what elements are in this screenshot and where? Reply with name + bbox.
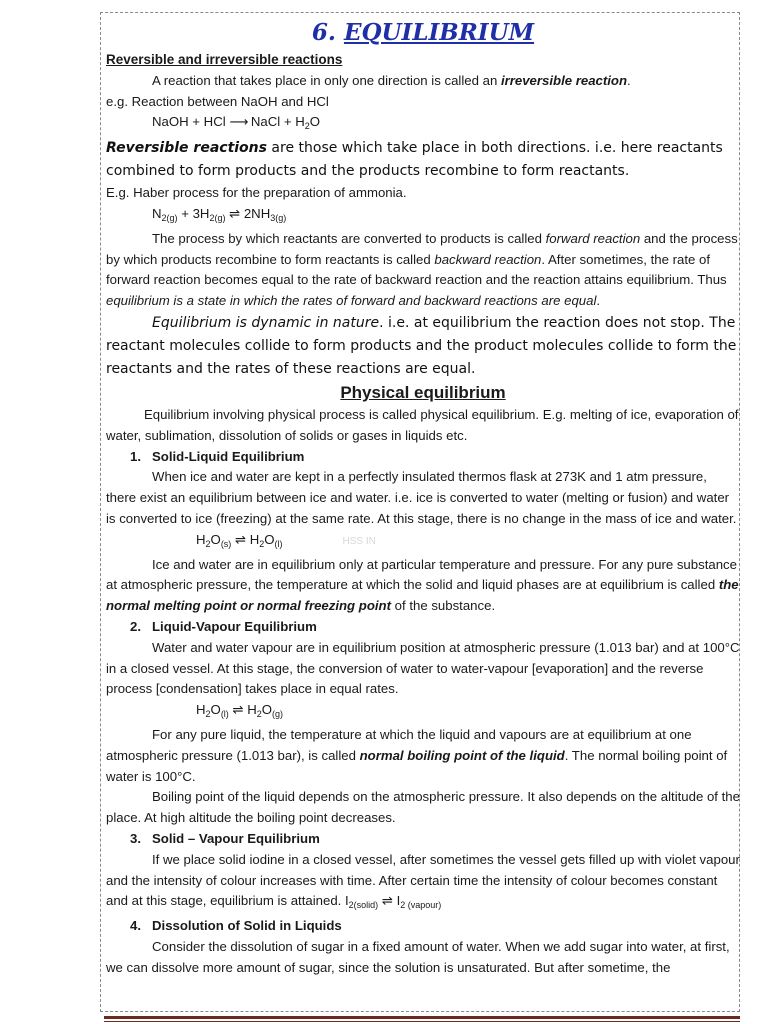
- irreversible-definition: A reaction that takes place in only one direction is called an irreversible reaction.: [152, 72, 631, 88]
- section-heading-reversible: Reversible and irreversible reactions: [106, 52, 343, 67]
- chapter-title: [106, 18, 740, 48]
- liquid-vapour-paragraph: Water and water vapour are in equilibrium position at atmospheric pressure (1.013 bar) and at 100°C in a closed vessel. At this stage, the conversion of water to water-vapour [evaporation] and the reverse process [condensation] takes place in equal rates.: [106, 639, 740, 697]
- melting-point-paragraph: Ice and water are in equilibrium only at particular temperature and pressure. For any pure substance at atmospheric pressure, the temperature at which the solid and liquid phases are at equilibrium is called the normal melting point or normal freezing point of the substance.: [106, 556, 739, 614]
- solid-liquid-paragraph: When ice and water are kept in a perfectly insulated thermos flask at 273K and 1 atm pressure, there exist an equilibrium between ice and water. i.e. ice is converted to water (melting or fusion) and water is converted to ice (freezing) at the same rate. At this stage, there is no change in the mass of ice and water.: [106, 469, 737, 526]
- item-solid-vapour-heading: 3. Solid – Vapour Equilibrium: [130, 830, 320, 846]
- physical-equilibrium-intro: Equilibrium involving physical process is called physical equilibrium. E.g. melting of ice, evaporation of water, sublimation, dissolution of solids or gases in liquids etc.: [106, 406, 739, 443]
- dissolution-paragraph: Consider the dissolution of sugar in a fixed amount of water. When we add sugar into water, at first, we can dissolve more amount of sugar, since the solution is unsaturated. But after sometime, the: [106, 938, 730, 975]
- footer-rule: [104, 1016, 740, 1019]
- iodine-paragraph: If we place solid iodine in a closed vessel, after sometimes the vessel gets filled up with violet vapour and the intensity of colour increases with time. After certain time the intensity of colour becomes constant and at this stage, equilibrium is attained. $I_{2(solid)}$ ⇌ $I_{2 (vapour)}$: [106, 851, 740, 911]
- document-content: [106, 18, 740, 978]
- item-liquid-vapour-heading: 2. Liquid-Vapour Equilibrium: [130, 618, 317, 634]
- equation-haber: $N_{2(g)} + 3H_{2(g)}$ ⇌ $2NH_{3(g)}$: [152, 205, 287, 223]
- chapter-number: 6.: [311, 19, 336, 46]
- example-naoh-hcl: e.g. Reaction between NaOH and HCl: [106, 93, 329, 109]
- equation-ice-water: $H_2O_{(s)}$ ⇌ $H_2O_{(l)}$ HSS IN: [196, 531, 376, 549]
- equation-naoh-hcl: NaOH + HCl ⟶ NaCl + $H_2O$: [152, 114, 321, 132]
- dynamic-equilibrium-paragraph: Equilibrium is dynamic in nature. i.e. at equilibrium the reaction does not stop. The reactant molecules collide to form products and the product molecules collide to form the reactants and the rates of these reactions are equal.: [106, 314, 737, 377]
- example-haber: E.g. Haber process for the preparation of ammonia.: [106, 185, 407, 201]
- footer-rule-thin: [104, 1021, 740, 1022]
- watermark: HSS IN: [342, 535, 376, 547]
- item-solid-liquid-heading: 1. Solid-Liquid Equilibrium: [130, 448, 305, 464]
- boiling-point-paragraph: For any pure liquid, the temperature at which the liquid and vapours are at equilibrium at one atmospheric pressure (1.013 bar), is called normal boiling point of the liquid. The normal boiling point of water is 100°C.: [106, 726, 728, 784]
- reversible-definition: Reversible reactions are those which take place in both directions. i.e. here reactants combined to form products and the products recombine to form reactants.: [106, 140, 723, 180]
- equation-water-vapour: $H_2O_{(l)}$ ⇌ $H_2O_{(g)}$: [196, 702, 284, 720]
- item-dissolution-heading: 4. Dissolution of Solid in Liquids: [130, 918, 342, 934]
- chapter-name: EQUILIBRIUM: [343, 19, 535, 46]
- altitude-paragraph: Boiling point of the liquid depends on the atmospheric pressure. It also depends on the altitude of the place. At high altitude the boiling point decreases.: [106, 789, 740, 826]
- forward-backward-paragraph: The process by which reactants are converted to products is called forward reaction and the process by which products recombine to form reactants is called backward reaction. After sometimes, the rate of forward reaction becomes equal to the rate of backward reaction and the reaction attains equilibrium. Thus equilibrium is a state in which the rates of forward and backward reactions are equal.: [106, 230, 738, 309]
- section-heading-physical: Physical equilibrium: [340, 382, 506, 402]
